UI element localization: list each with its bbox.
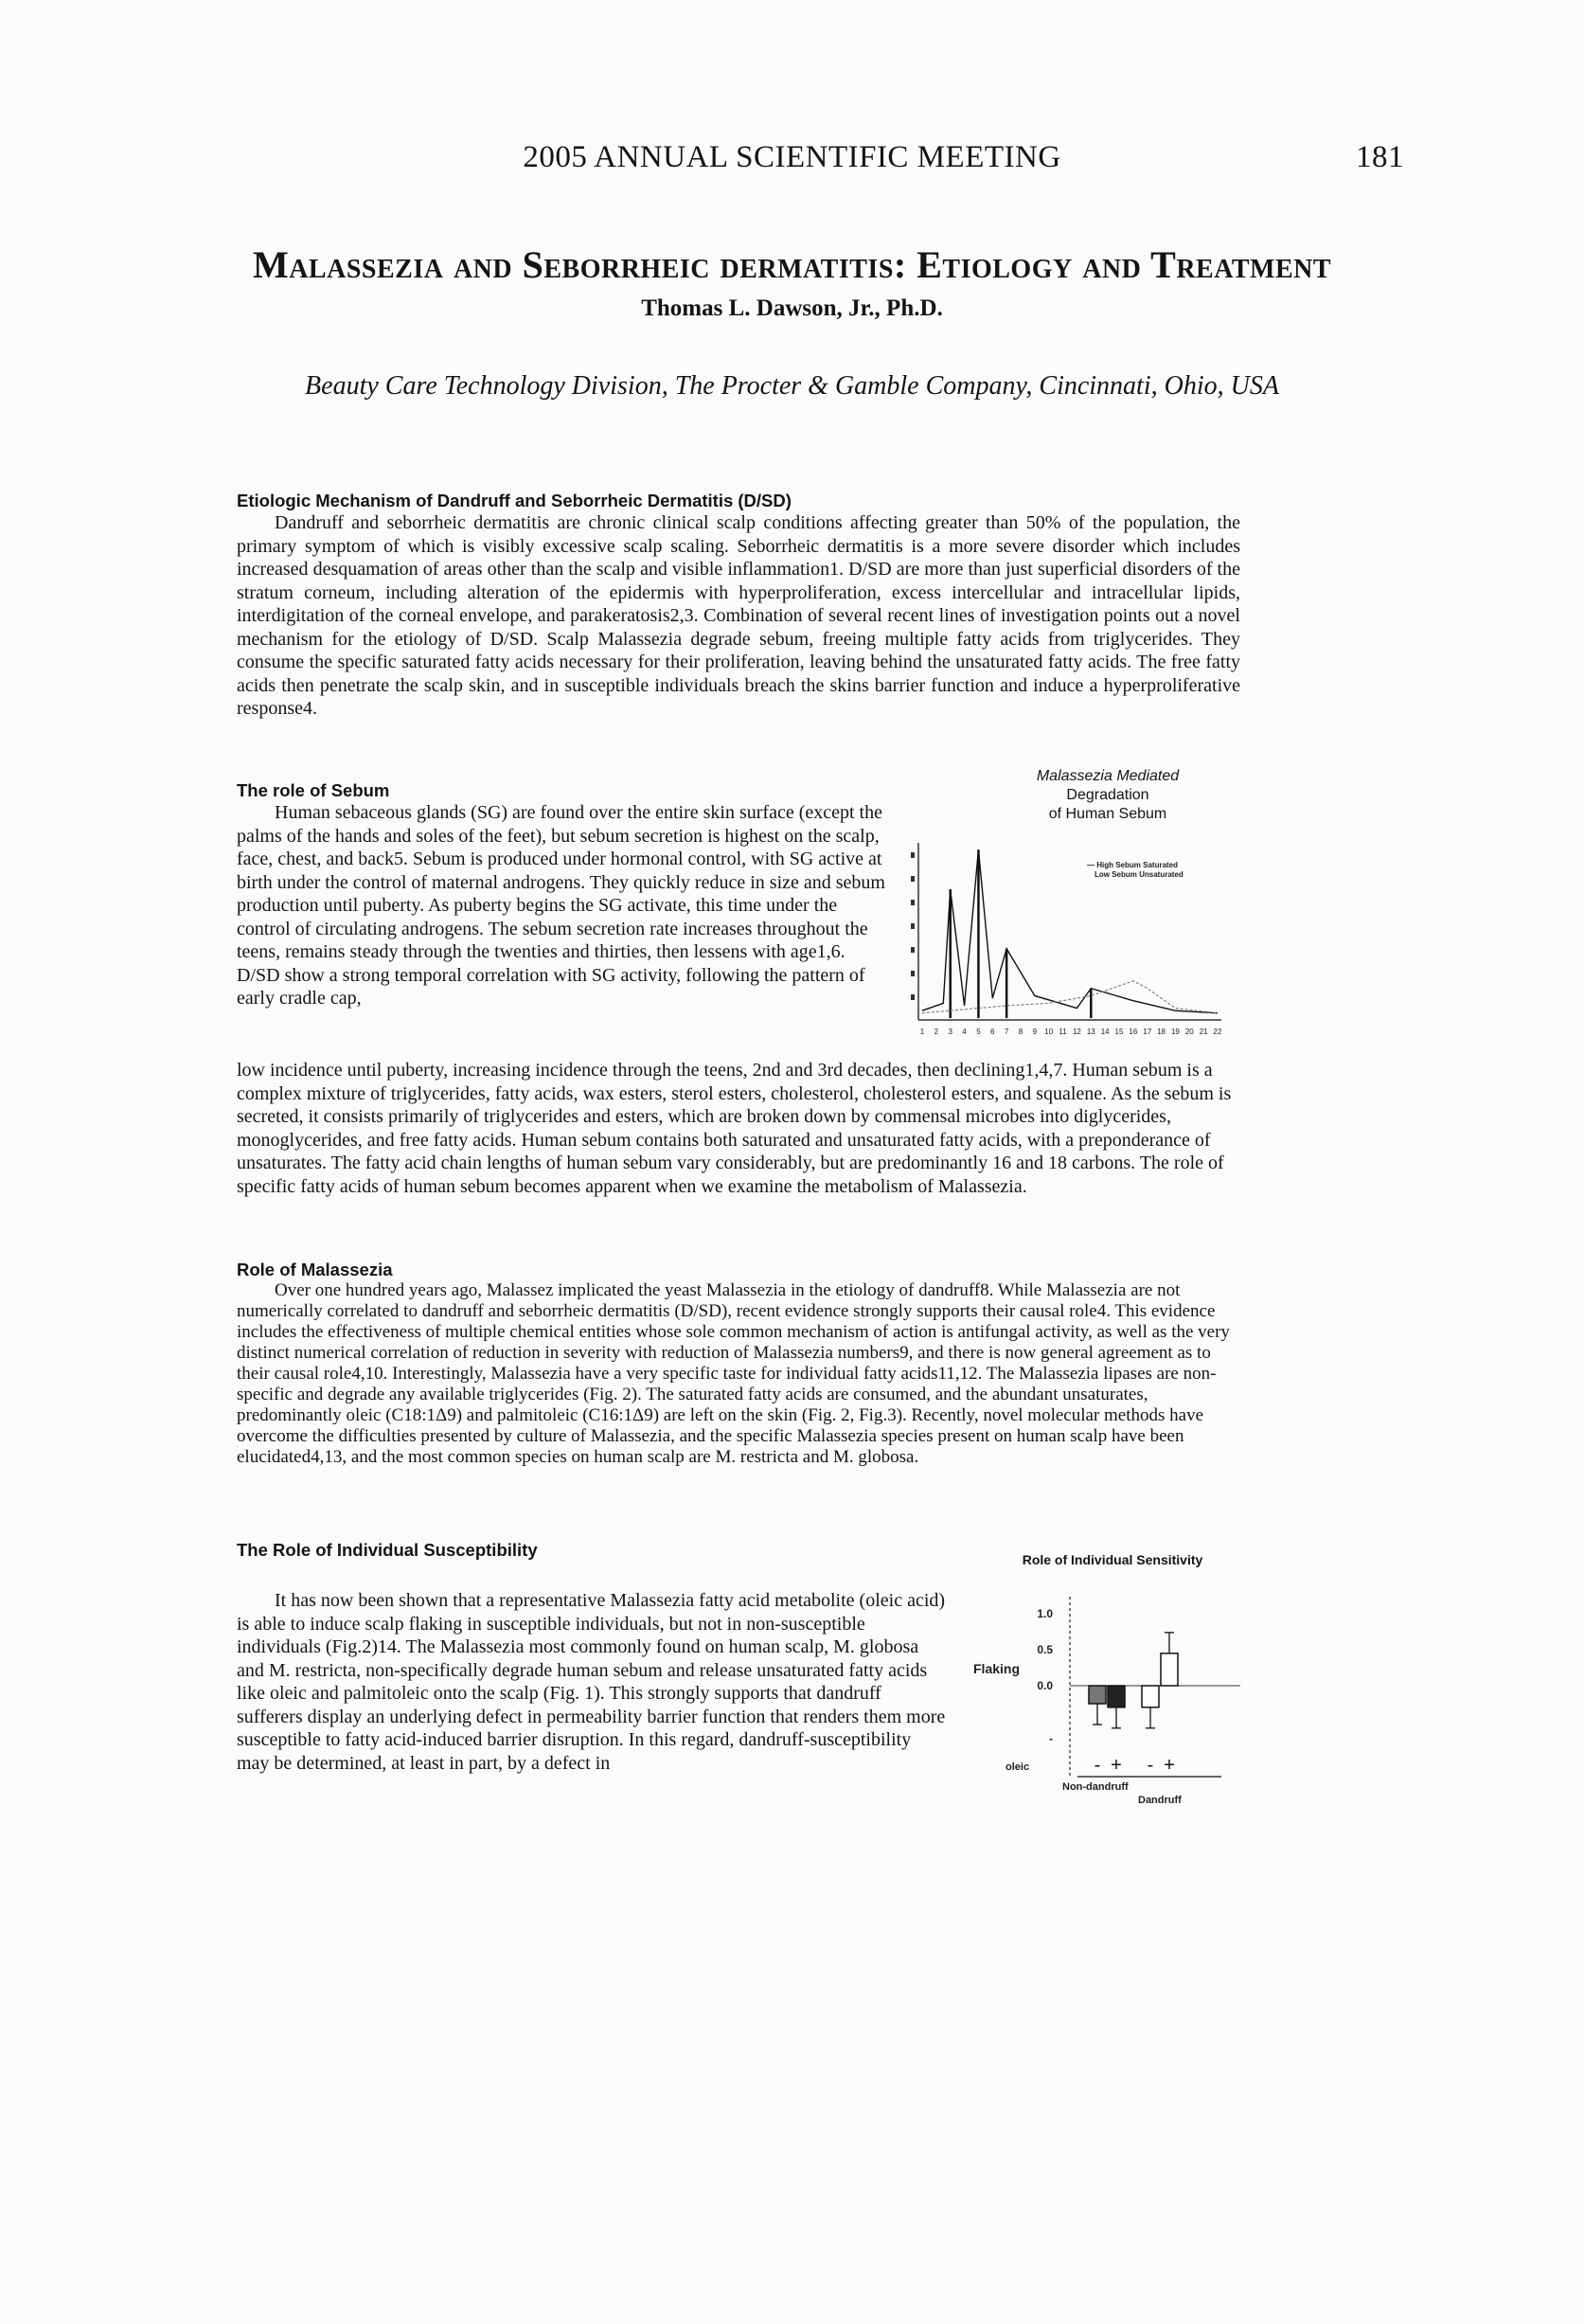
x-tick-label: 6 xyxy=(990,1028,995,1036)
x-tick-label: 3 xyxy=(948,1028,952,1036)
paragraph: Human sebaceous glands (SG) are found over the entire skin surface (except the palms of the hands and soles of the feet), but sebum secretion is highest on the scalp, face, chest, and back5. Sebum is produced under hormonal control, with SG active at birth under the control of maternal androgens. They quickly reduce in size and sebum production until puberty. As puberty begins the SG activate, this time under the control of circulating androgens. The sebum secretion rate increases throughout the teens, remains steady through the twenties and thirties, then lessens with age1,6. D/SD show a strong temporal correlation with SG activity, following the pattern of early cradle cap, xyxy=(237,802,885,1009)
x-tick-label: 17 xyxy=(1143,1028,1152,1036)
x-tick-label: 13 xyxy=(1086,1028,1095,1036)
page-number: 181 xyxy=(1356,140,1404,174)
y-tick-label: 1.0 xyxy=(1037,1607,1053,1620)
sign-label: + xyxy=(1164,1755,1175,1776)
x-axis-ticks xyxy=(920,1028,1222,1036)
bar xyxy=(1161,1654,1178,1686)
sign-label: - xyxy=(1147,1755,1154,1776)
article-title: Malassezia and Seborrheic dermatitis: Etiology and Treatment xyxy=(252,243,1332,286)
x-tick-label: 15 xyxy=(1114,1028,1124,1036)
section-heading: The role of Sebum xyxy=(237,780,390,800)
y-tick-mark xyxy=(911,852,915,858)
y-tick-label: 0.0 xyxy=(1037,1679,1053,1692)
x-tick-label: 21 xyxy=(1199,1028,1208,1036)
paragraph: It has now been shown that a representative Malassezia fatty acid metabolite (oleic acid) is able to induce scalp flaking in susceptible individuals, but not in non-susceptible individuals (Fig.2)14. The Malassezia most commonly found on human scalp, M. globosa and M. restricta, non-specifically degrade human sebum and release unsaturated fatty acids like oleic and palmitoleic onto the scalp (Fig. 1). This strongly supports that dandruff sufferers display an underlying defect in permeability barrier function that renders them more susceptible to fatty acid-induced barrier disruption. In this regard, dandruff-susceptibility may be determined, at least in part, by a defect in xyxy=(237,1590,946,1774)
figure1-caption: Malassezia Mediated Degradation of Human Sebum xyxy=(1036,768,1180,822)
x-tick-label: 1 xyxy=(919,1028,925,1036)
running-title: 2005 ANNUAL SCIENTIFIC MEETING xyxy=(523,140,1061,174)
section-susceptibility xyxy=(237,1540,947,1775)
group-label-dandruff: Dandruff xyxy=(1138,1795,1182,1806)
x-tick-label: 9 xyxy=(1032,1028,1038,1036)
x-tick-label: 14 xyxy=(1100,1028,1110,1036)
section-heading: Etiologic Mechanism of Dandruff and Seborrheic Dermatitis (D/SD) xyxy=(237,491,792,510)
affiliation: Beauty Care Technology Division, The Procter & Gamble Company, Cincinnati, Ohio, USA xyxy=(305,371,1279,401)
y-axis-label: Flaking xyxy=(973,1661,1021,1676)
x-tick-label: 18 xyxy=(1157,1028,1166,1036)
x-tick-label: 10 xyxy=(1044,1028,1054,1036)
figure2-bar-chart xyxy=(966,1576,1250,1822)
bar xyxy=(1108,1686,1125,1707)
section-sebum xyxy=(237,780,888,1010)
x-tick-label: 16 xyxy=(1129,1028,1138,1036)
paragraph: Over one hundred years ago, Malassez implicated the yeast Malassezia in the etiology of dandruff8. While Malassezia are not numerically correlated to dandruff and seborrheic dermatitis (D/SD), recent evidence strongly supports their causal role4. This evidence includes the effectiveness of multiple chemical entities whose sole common mechanism of action is antifungal activity, as well as the very distinct numerical correlation of reduction in severity with reduction of Malassezia numbers9, and there is now general agreement as to their causal role4,10. Interestingly, Malassezia have a very specific taste for individual fatty acids11,12. The Malassezia lipases are non-specific and degrade any available triglycerides (Fig. 2). The saturated fatty acids are consumed, and the abundant unsaturates, predominantly oleic (C18:1Δ9) and palmitoleic (C16:1Δ9) are left on the skin (Fig. 2, Fig.3). Recently, novel molecular methods have overcome the difficulties presented by culture of Malassezia, and the specific Malassezia species present on human scalp have been elucidated4,13, and the most common species on human scalp are M. restricta and M. globosa. xyxy=(237,1280,1230,1467)
section-heading: The Role of Individual Susceptibility xyxy=(237,1540,538,1560)
paragraph: low incidence until puberty, increasing incidence through the teens, 2nd and 3rd decades, then declining1,4,7. Human sebum is a complex mixture of triglycerides, fatty acids, wax esters, sterol esters, cholesterol, cholesterol esters, and squalene. As the sebum is secreted, it consists primarily of triglycerides and esters, which are broken down by commensal microbes into diglycerides, monoglycerides, and free fatty acids. Human sebum contains both saturated and unsaturated fatty acids, with a preponderance of unsaturates. The fatty acid chain lengths of human sebum vary considerably, but are predominantly 16 and 18 carbons. The role of specific fatty acids of human sebum becomes apparent when we examine the metabolism of Malassezia. xyxy=(237,1060,1232,1197)
row-label: oleic xyxy=(1006,1761,1030,1773)
y-axis-ticks xyxy=(911,852,915,1000)
figure1-chromatogram xyxy=(909,824,1231,1061)
sign-label: - xyxy=(1094,1755,1101,1776)
y-tick-label: 0.5 xyxy=(1037,1643,1053,1656)
y-tick-mark xyxy=(911,900,915,905)
x-tick-label: 11 xyxy=(1059,1028,1067,1036)
condition-signs xyxy=(1095,1755,1175,1776)
x-tick-label: 4 xyxy=(962,1028,967,1036)
section-sebum-continued xyxy=(237,1059,1240,1198)
x-tick-label: 19 xyxy=(1170,1028,1180,1036)
x-tick-label: 7 xyxy=(1004,1028,1009,1036)
x-tick-label: 5 xyxy=(976,1028,981,1036)
y-tick-mark xyxy=(911,947,915,953)
x-tick-label: 12 xyxy=(1072,1028,1081,1036)
bars xyxy=(1089,1633,1178,1728)
y-tick-mark xyxy=(911,923,915,929)
sign-label: + xyxy=(1111,1755,1122,1776)
bar xyxy=(1089,1686,1106,1704)
legend-2: Low Sebum Unsaturated xyxy=(1095,870,1184,879)
paragraph: Dandruff and seborrheic dermatitis are chronic clinical scalp conditions affecting greater than 50% of the population, the primary symptom of which is visibly excessive scalp scaling. Seborrheic dermatitis is a more severe disorder which includes increased desquamation of areas other than the scalp and visible inflammation1. D/SD are more than just superficial disorders of the stratum corneum, including alteration of the epidermis with hyperproliferation, excess intercellular and intracellular lipids, interdigitation of the corneal envelope, and parakeratosis2,3. Combination of several recent lines of investigation points out a novel mechanism for the etiology of D/SD. Scalp Malassezia degrade sebum, freeing multiple fatty acids from triglycerides. They consume the specific saturated fatty acids necessary for their proliferation, leaving behind the unsaturated fatty acids. The free fatty acids then penetrate the scalp skin, and in susceptible individuals breach the skins barrier function and induce a hyperproliferative response4. xyxy=(237,512,1240,719)
y-axis-ticks xyxy=(1037,1607,1053,1745)
x-tick-label: 2 xyxy=(934,1028,939,1036)
y-tick-mark xyxy=(911,876,915,882)
legend-1: — High Sebum Saturated xyxy=(1087,861,1179,869)
bar xyxy=(1142,1686,1159,1707)
running-header xyxy=(0,140,1584,182)
section-malassezia xyxy=(237,1260,1240,1468)
y-tick-label: - xyxy=(1049,1732,1053,1745)
section-heading: Role of Malassezia xyxy=(237,1260,393,1279)
y-tick-mark xyxy=(911,971,915,976)
y-tick-mark xyxy=(911,994,915,1000)
group-label-non-dandruff: Non-dandruff xyxy=(1062,1781,1129,1793)
figure2-title: Role of Individual Sensitivity xyxy=(1022,1552,1203,1567)
x-tick-label: 20 xyxy=(1184,1028,1194,1036)
x-tick-label: 22 xyxy=(1213,1028,1222,1036)
x-tick-label: 8 xyxy=(1018,1028,1023,1036)
section-etiology xyxy=(237,491,1240,721)
author: Thomas L. Dawson, Jr., Ph.D. xyxy=(641,295,943,321)
